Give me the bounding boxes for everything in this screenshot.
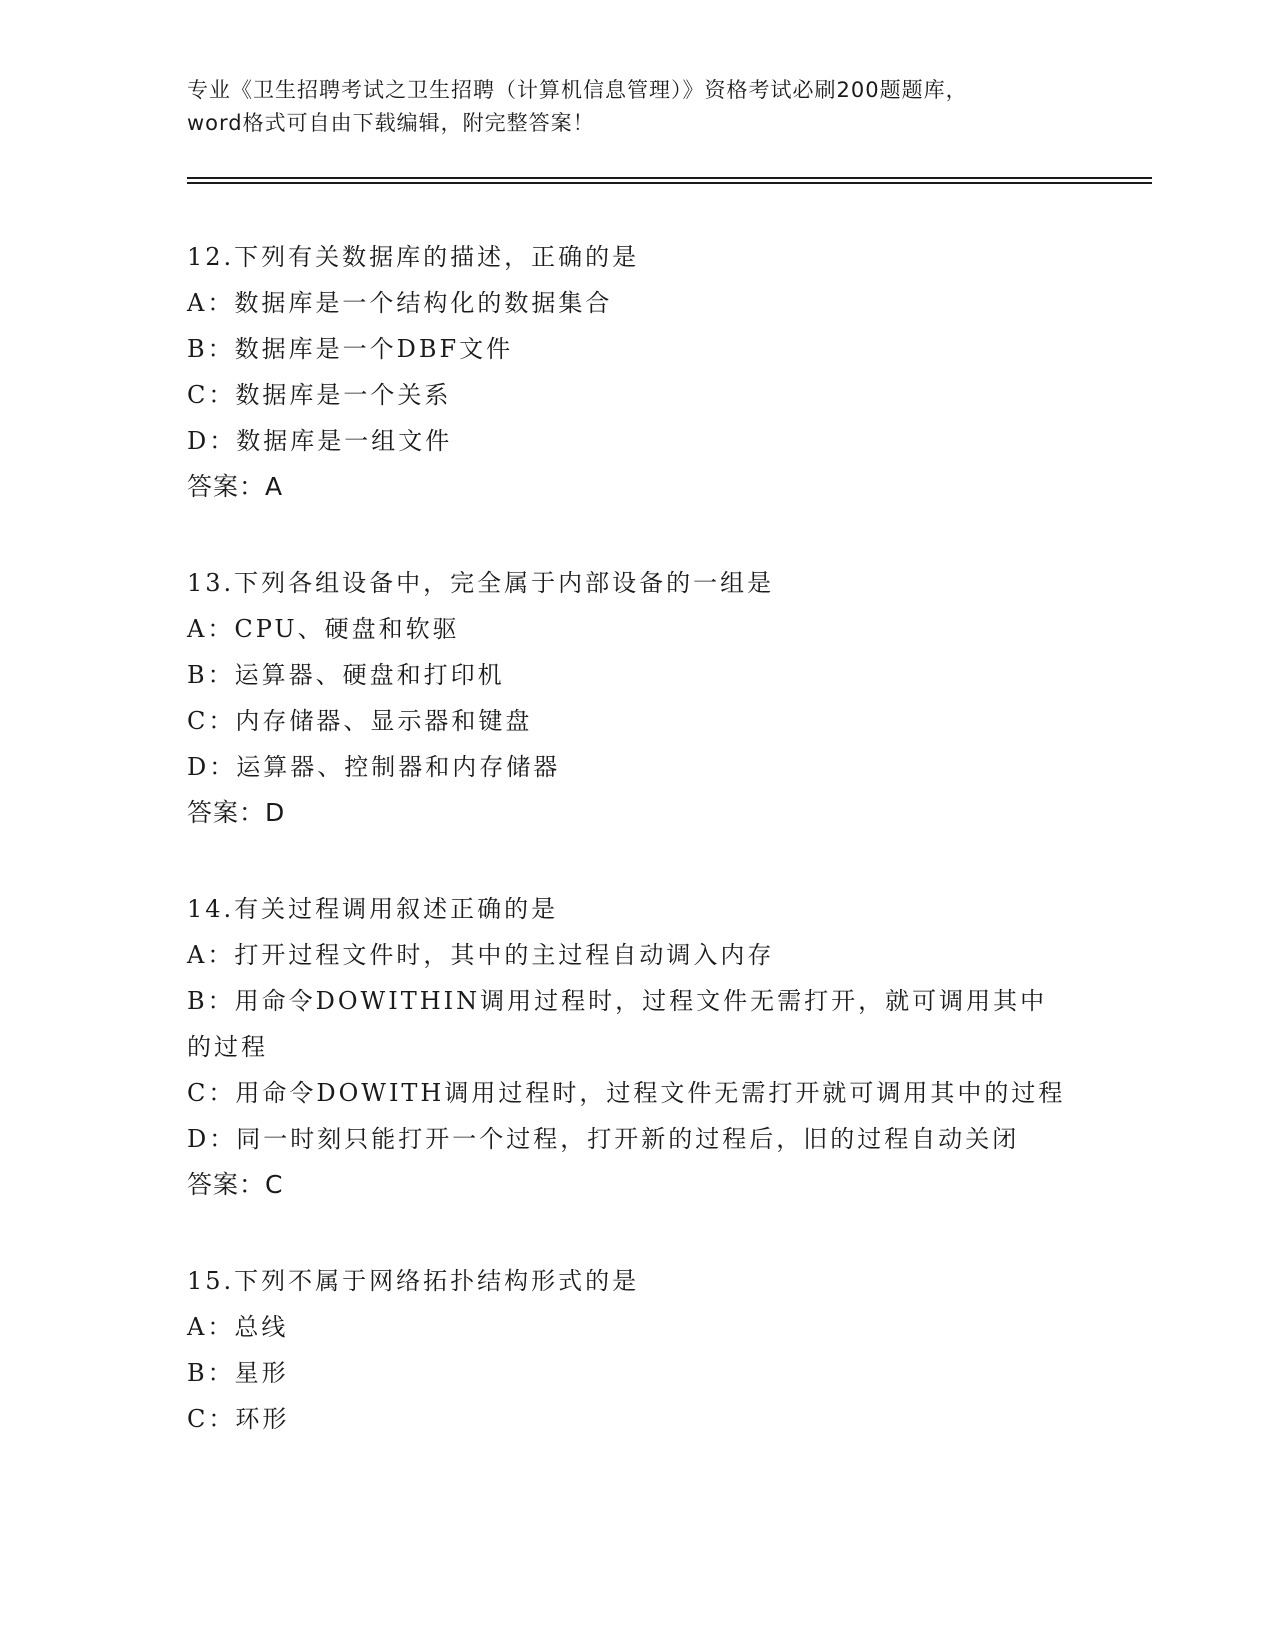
option-b: B：数据库是一个DBF文件 [187, 335, 514, 363]
header-line-2: word格式可自由下载编辑，附完整答案！ [187, 111, 595, 135]
question-13 [187, 560, 1067, 836]
option-b: B：运算器、硬盘和打印机 [187, 661, 505, 689]
option-c: C：环形 [187, 1405, 290, 1433]
option-a: A：数据库是一个结构化的数据集合 [187, 289, 613, 317]
option-b: B：星形 [187, 1359, 289, 1387]
option-c: C：数据库是一个关系 [187, 381, 452, 409]
option-b: B：用命令DOWITHIN调用过程时，过程文件无需打开，就可调用其中的过程 [187, 987, 1048, 1061]
option-d: D：数据库是一组文件 [187, 427, 453, 455]
question-15 [187, 1258, 1067, 1442]
question-14 [187, 886, 1067, 1208]
question-12 [187, 234, 1067, 510]
answer-line: 答案：C [187, 1170, 284, 1199]
header-divider-top [187, 177, 1152, 179]
option-a: A：打开过程文件时，其中的主过程自动调入内存 [187, 941, 775, 969]
question-stem: 14.有关过程调用叙述正确的是 [187, 895, 559, 923]
question-stem: 13.下列各组设备中，完全属于内部设备的一组是 [187, 569, 775, 597]
option-d: D：运算器、控制器和内存储器 [187, 753, 561, 781]
answer-line: 答案：A [187, 472, 284, 501]
option-c: C：用命令DOWITH调用过程时，过程文件无需打开就可调用其中的过程 [187, 1079, 1066, 1107]
question-stem: 12.下列有关数据库的描述，正确的是 [187, 243, 640, 271]
option-c: C：内存储器、显示器和键盘 [187, 707, 533, 735]
header-line-1: 专业《卫生招聘考试之卫生招聘（计算机信息管理）》资格考试必刷200题题库， [187, 78, 968, 102]
question-stem: 15.下列不属于网络拓扑结构形式的是 [187, 1267, 640, 1295]
header-divider-bottom [187, 182, 1152, 184]
question-list [187, 234, 1067, 1492]
option-a: A：CPU、硬盘和软驱 [187, 615, 460, 643]
answer-line: 答案：D [187, 798, 286, 827]
option-d: D：同一时刻只能打开一个过程，打开新的过程后，旧的过程自动关闭 [187, 1125, 1020, 1153]
option-a: A：总线 [187, 1313, 289, 1341]
document-header [187, 74, 1067, 140]
